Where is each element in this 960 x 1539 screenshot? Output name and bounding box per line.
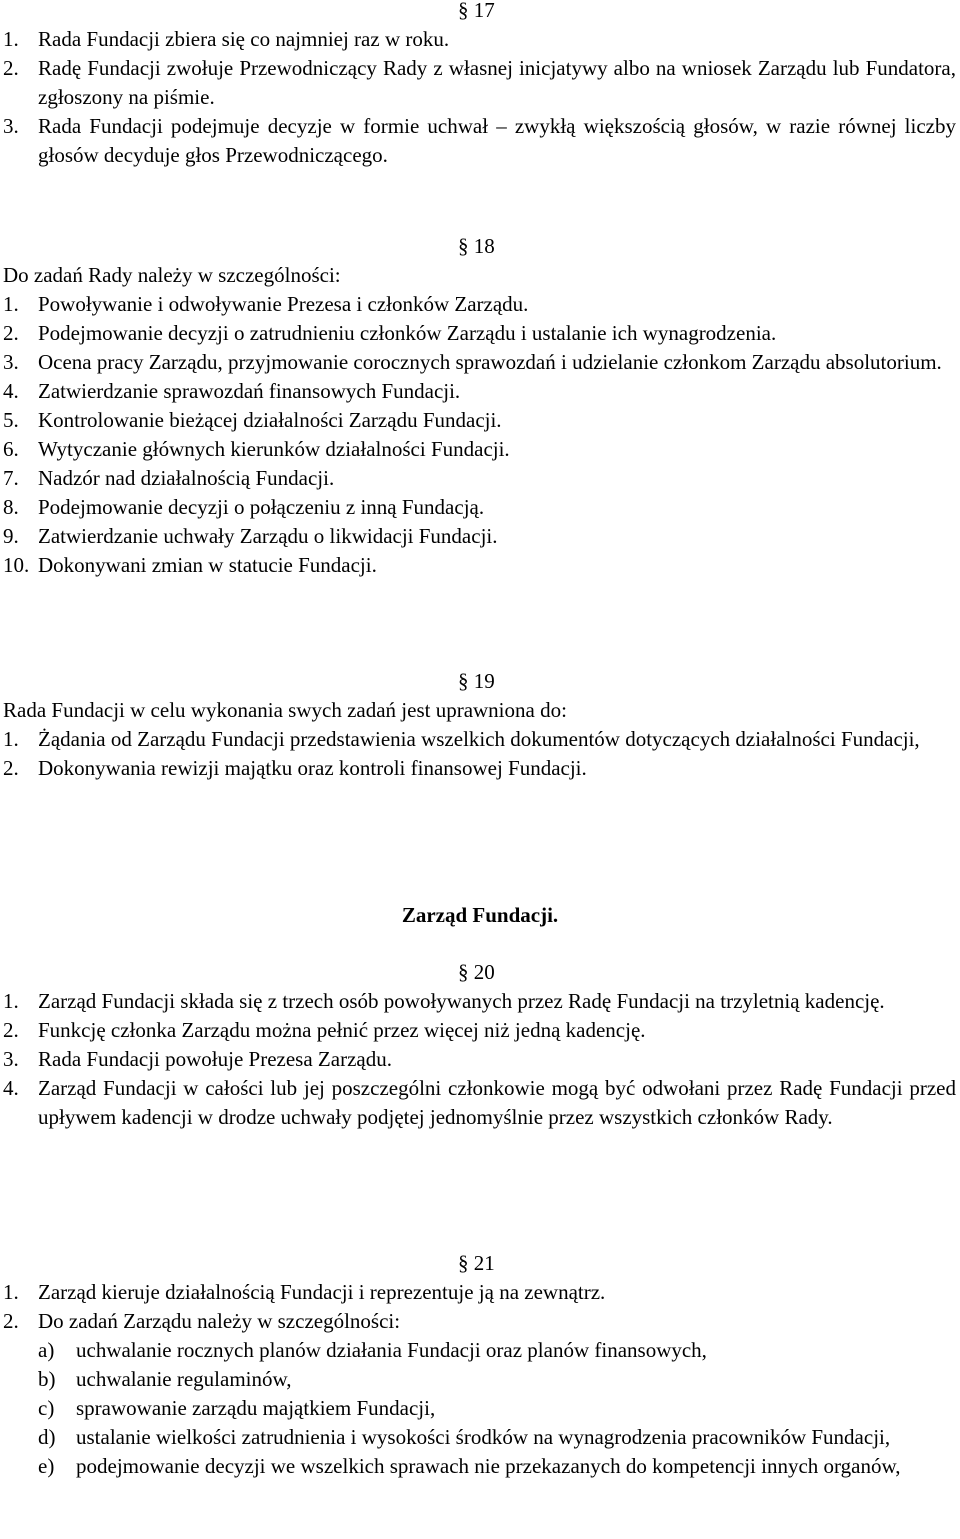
list-item [0, 1045, 960, 1074]
item-number: 6. [3, 437, 19, 461]
list-item [0, 406, 960, 435]
item-number: 2. [3, 321, 19, 345]
item-text: Powoływanie i odwoływanie Prezesa i członków Zarządu. [38, 292, 529, 316]
item-number: 2. [3, 1309, 19, 1333]
item-number: 2. [3, 756, 19, 780]
item-number: 1. [3, 727, 19, 751]
item-number: 9. [3, 524, 19, 548]
list-item [0, 25, 960, 54]
section-17 [0, 0, 960, 170]
list-item [0, 725, 960, 754]
section-sign-21: § 21 [458, 1251, 495, 1275]
item-number: 4. [3, 1076, 19, 1100]
item-text: Rada Fundacji zbiera się co najmniej raz w roku. [38, 27, 450, 51]
list-item [0, 1278, 960, 1307]
list-item [0, 348, 960, 377]
sub-list-item [0, 1365, 960, 1394]
item-number: 1. [3, 292, 19, 316]
subitem-letter: e) [38, 1454, 55, 1478]
list-item [0, 435, 960, 464]
list-item [0, 1016, 960, 1045]
item-text: Nadzór nad działalnością Fundacji. [38, 466, 335, 490]
list-item [0, 987, 960, 1016]
sub-list-item [0, 1452, 960, 1481]
subitem-letter: c) [38, 1396, 55, 1420]
section-21 [0, 1249, 960, 1481]
item-text: Zarząd Fundacji składa się z trzech osób powoływanych przez Radę Fundacji na trzyletnią kadencję. [38, 989, 885, 1013]
list-item [0, 1307, 960, 1336]
list-item [0, 493, 960, 522]
section-sign-20: § 20 [458, 960, 495, 984]
section-18 [0, 232, 960, 580]
item-text: Zatwierdzanie sprawozdań finansowych Fundacji. [38, 379, 461, 403]
list-item [0, 522, 960, 551]
item-text: Radę Fundacji zwołuje Przewodniczący Rady z własnej inicjatywy albo na wniosek Zarządu lub Fundatora, zgłoszony na piśmie. [38, 56, 956, 109]
list-item [0, 112, 960, 170]
item-number: 1. [3, 989, 19, 1013]
section-19 [0, 667, 960, 783]
item-text: Ocena pracy Zarządu, przyjmowanie corocznych sprawozdań i udzielanie członkom Zarządu absolutorium. [38, 350, 942, 374]
section-sign-18: § 18 [458, 234, 495, 258]
item-number: 2. [3, 56, 19, 80]
subitem-letter: a) [38, 1338, 55, 1362]
item-number: 3. [3, 114, 19, 138]
item-number: 3. [3, 1047, 19, 1071]
list-item [0, 319, 960, 348]
item-text: Żądania od Zarządu Fundacji przedstawienia wszelkich dokumentów dotyczących działalności Fundacji, [38, 727, 920, 751]
list-item [0, 377, 960, 406]
item-number: 8. [3, 495, 19, 519]
item-text: Podejmowanie decyzji o zatrudnieniu członków Zarządu i ustalanie ich wynagrodzenia. [38, 321, 777, 345]
subitem-text: uchwalanie regulaminów, [76, 1367, 292, 1391]
item-number: 2. [3, 1018, 19, 1042]
item-text: Funkcję członka Zarządu można pełnić przez więcej niż jedną kadencję. [38, 1018, 646, 1042]
list-item [0, 290, 960, 319]
subitem-letter: b) [38, 1367, 56, 1391]
item-text: Do zadań Zarządu należy w szczególności: [38, 1309, 401, 1333]
section-20 [0, 958, 960, 1132]
item-number: 7. [3, 466, 19, 490]
item-text: Dokonywania rewizji majątku oraz kontroli finansowej Fundacji. [38, 756, 587, 780]
sub-list-item [0, 1394, 960, 1423]
item-text: Rada Fundacji podejmuje decyzje w formie uchwał – zwykłą większością głosów, w razie równej liczby głosów decyduje głos Przewodniczącego. [38, 114, 956, 167]
list-item [0, 464, 960, 493]
item-text: Zarząd Fundacji w całości lub jej poszczególni członkowie mogą być odwołani przez Radę Fundacji przed upływem kadencji w drodze uchwały podjętej jednomyślnie przez wszystkich członków Rady. [38, 1076, 956, 1129]
item-number: 10. [3, 553, 30, 577]
item-text: Rada Fundacji powołuje Prezesa Zarządu. [38, 1047, 392, 1071]
sub-list-item [0, 1336, 960, 1365]
list-item [0, 754, 960, 783]
item-number: 5. [3, 408, 19, 432]
section-sign-17: § 17 [458, 0, 495, 22]
section-intro: Rada Fundacji w celu wykonania swych zadań jest uprawniona do: [3, 698, 567, 722]
item-text: Dokonywani zmian w statucie Fundacji. [38, 553, 377, 577]
item-text: Zarząd kieruje działalnością Fundacji i reprezentuje ją na zewnątrz. [38, 1280, 606, 1304]
list-item [0, 551, 960, 580]
subitem-text: uchwalanie rocznych planów działania Fundacji oraz planów finansowych, [76, 1338, 707, 1362]
section-sign-19: § 19 [458, 669, 495, 693]
subitem-text: podejmowanie decyzji we wszelkich sprawach nie przekazanych do kompetencji innych organów, [76, 1454, 901, 1478]
item-text: Kontrolowanie bieżącej działalności Zarządu Fundacji. [38, 408, 502, 432]
sub-list-item [0, 1423, 960, 1452]
item-number: 1. [3, 27, 19, 51]
item-text: Podejmowanie decyzji o połączeniu z inną Fundacją. [38, 495, 485, 519]
item-number: 1. [3, 1280, 19, 1304]
subitem-letter: d) [38, 1425, 56, 1449]
list-item [0, 1074, 960, 1132]
item-number: 4. [3, 379, 19, 403]
item-text: Wytyczanie głównych kierunków działalności Fundacji. [38, 437, 510, 461]
subitem-text: ustalanie wielkości zatrudnienia i wysokości środków na wynagrodzenia pracowników Fundacji, [76, 1425, 891, 1449]
item-text: Zatwierdzanie uchwały Zarządu o likwidacji Fundacji. [38, 524, 498, 548]
item-number: 3. [3, 350, 19, 374]
list-item [0, 54, 960, 112]
section-intro: Do zadań Rady należy w szczególności: [3, 263, 341, 287]
chapter-heading: Zarząd Fundacji. [401, 903, 559, 927]
subitem-text: sprawowanie zarządu majątkiem Fundacji, [76, 1396, 436, 1420]
